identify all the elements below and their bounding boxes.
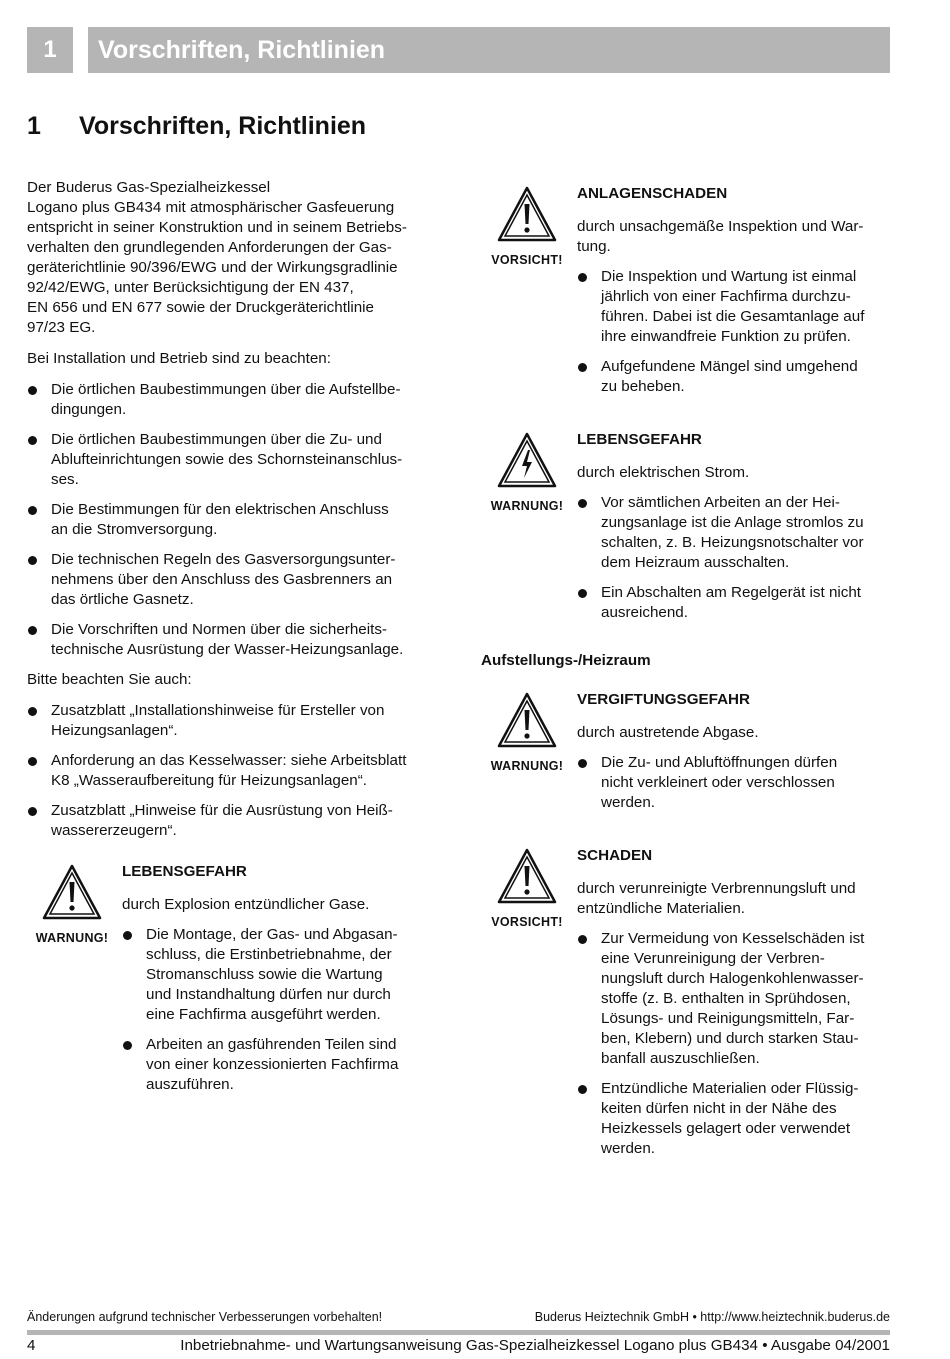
text-line: eine Verunreinigung der Verbren-	[601, 950, 825, 967]
page-number: 4	[27, 1337, 36, 1354]
chapter-number-box	[27, 27, 73, 73]
footer-company: Buderus Heiztechnik GmbH • http://www.heiztechnik.buderus.de	[534, 1310, 890, 1324]
text-line: Die Montage, der Gas- und Abgasan-	[146, 926, 398, 943]
text-line: banfall auszuschließen.	[601, 1050, 760, 1067]
bullet-item	[577, 583, 892, 623]
bullet-item	[27, 751, 457, 791]
text-line: von einer konzessionierten Fachfirma	[146, 1056, 399, 1073]
also-intro: Bitte beachten Sie auch:	[27, 671, 192, 688]
text-line: durch Explosion entzündlicher Gase.	[122, 896, 370, 913]
text-line: entspricht in seiner Konstruktion und in seinem Betriebs-	[27, 219, 407, 236]
bullet-item	[577, 267, 892, 347]
install-list	[27, 380, 457, 660]
text-line: jährlich von einer Fachfirma durchzu-	[601, 288, 851, 305]
warning-title: SCHADEN	[577, 847, 653, 864]
heading-number: 1	[27, 112, 41, 140]
text-line: nehmens über den Anschluss des Gasbrenners an	[51, 571, 393, 588]
document-title: Inbetriebnahme- und Wartungsanweisung Gas-Spezialheizkessel Logano plus GB434 • Ausgabe 04/2001	[180, 1337, 890, 1354]
text-line: zungsanlage ist die Anlage stromlos zu	[601, 514, 864, 531]
warning-list	[122, 925, 447, 1095]
text-line: Zusatzblatt „Hinweise für die Ausrüstung von Heiß-	[51, 802, 393, 819]
chapter-title-bar	[88, 27, 890, 73]
warning-list	[577, 493, 892, 623]
text-line: durch verunreinigte Verbrennungsluft und	[577, 880, 856, 897]
warning-subtitle	[577, 463, 892, 483]
bullet-item	[27, 701, 457, 741]
warning-icon-block	[482, 430, 572, 516]
warning-icon-block	[482, 690, 572, 776]
text-line: Die örtlichen Baubestimmungen über die Zu- und	[51, 431, 382, 448]
text-line: Ablufteinrichtungen sowie des Schornsteinanschlus-	[51, 451, 403, 468]
warning-title: VERGIFTUNGSGEFAHR	[577, 691, 750, 708]
text-line: durch unsachgemäße Inspektion und War-	[577, 218, 864, 235]
text-line: Die Bestimmungen für den elektrischen Anschluss	[51, 501, 389, 518]
text-line: stoffe (z. B. enthalten in Sprühdosen,	[601, 990, 851, 1007]
text-line: Die Vorschriften und Normen über die sicherheits-	[51, 621, 387, 638]
text-line: Zusatzblatt „Installationshinweise für Ersteller von	[51, 702, 385, 719]
intro-paragraph	[27, 178, 457, 338]
text-line: Stromanschluss sowie die Wartung	[146, 966, 383, 983]
bullet-item	[577, 753, 892, 813]
warning-subtitle	[122, 895, 447, 915]
left-column	[27, 178, 457, 851]
text-line: dem Heizraum ausschalten.	[601, 554, 790, 571]
text-line: schalten, z. B. Heizungsnotschalter vor	[601, 534, 864, 551]
text-line: werden.	[601, 1140, 656, 1157]
warning-list	[577, 753, 892, 813]
warning-triangle-icon	[497, 692, 557, 748]
text-line: 97/23 EG.	[27, 319, 96, 336]
text-line: und Instandhaltung dürfen nur durch	[146, 986, 391, 1003]
page-heading	[27, 112, 366, 141]
warning-icon-block	[482, 184, 572, 270]
text-line: Der Buderus Gas-Spezialheizkessel	[27, 179, 271, 196]
text-line: Arbeiten an gasführenden Teilen sind	[146, 1036, 397, 1053]
text-line: geräterichtlinie 90/396/EWG und der Wirkungsgradlinie	[27, 259, 398, 276]
text-line: Logano plus GB434 mit atmosphärischer Gasfeuerung	[27, 199, 395, 216]
text-line: Entzündliche Materialien oder Flüssig-	[601, 1080, 859, 1097]
text-line: an die Stromversorgung.	[51, 521, 218, 538]
text-line: 92/42/EWG, unter Berücksichtigung der EN 437,	[27, 279, 354, 296]
warning-triangle-icon	[42, 864, 102, 920]
text-line: Die Zu- und Abluftöffnungen dürfen	[601, 754, 838, 771]
footer-note: Änderungen aufgrund technischer Verbesserungen vorbehalten!	[27, 1310, 383, 1324]
chapter-number: 1	[43, 36, 57, 63]
text-line: Vor sämtlichen Arbeiten an der Hei-	[601, 494, 840, 511]
warning-list	[577, 929, 892, 1159]
text-line: Die technischen Regeln des Gasversorgungsunter-	[51, 551, 396, 568]
warning-subtitle	[577, 217, 892, 257]
warning-triangle-icon	[497, 186, 557, 242]
bullet-item	[27, 801, 457, 841]
warning-title: ANLAGENSCHADEN	[577, 185, 728, 202]
text-line: durch austretende Abgase.	[577, 724, 759, 741]
text-line: Heizkessels gelagert oder verwendet	[601, 1120, 851, 1137]
bullet-item	[27, 500, 457, 540]
text-line: ihre einwandfreie Funktion zu prüfen.	[601, 328, 851, 345]
bullet-item	[577, 357, 892, 397]
text-line: zu beheben.	[601, 378, 685, 395]
warning-subtitle	[577, 723, 892, 743]
warning-triangle-icon	[497, 848, 557, 904]
text-line: dingungen.	[51, 401, 127, 418]
text-line: verhalten den grundlegenden Anforderungen der Gas-	[27, 239, 392, 256]
bullet-item	[27, 620, 457, 660]
text-line: keiten dürfen nicht in der Nähe des	[601, 1100, 837, 1117]
warning-label: VORSICHT!	[491, 253, 563, 267]
text-line: Die örtlichen Baubestimmungen über die Aufstellbe-	[51, 381, 401, 398]
bullet-item	[27, 430, 457, 490]
text-line: Ein Abschalten am Regelgerät ist nicht	[601, 584, 862, 601]
warning-subtitle	[577, 879, 892, 919]
text-line: eine Fachfirma ausgeführt werden.	[146, 1006, 381, 1023]
install-intro: Bei Installation und Betrieb sind zu beachten:	[27, 350, 331, 367]
text-line: nicht verkleinert oder verschlossen	[601, 774, 835, 791]
text-line: schluss, die Erstinbetriebnahme, der	[146, 946, 392, 963]
text-line: K8 „Wasseraufbereitung für Heizungsanlagen“.	[51, 772, 368, 789]
bullet-item	[122, 925, 447, 1025]
bullet-item	[27, 550, 457, 610]
text-line: ses.	[51, 471, 79, 488]
text-line: das örtliche Gasnetz.	[51, 591, 194, 608]
text-line: Die Inspektion und Wartung ist einmal	[601, 268, 857, 285]
warning-list	[577, 267, 892, 397]
warning-icon-block	[482, 846, 572, 932]
warning-label: WARNUNG!	[490, 759, 564, 773]
warning-icon-block	[27, 862, 117, 948]
text-line: auszuführen.	[146, 1076, 234, 1093]
warning-label: WARNUNG!	[35, 931, 109, 945]
text-line: werden.	[601, 794, 656, 811]
bullet-item	[577, 1079, 892, 1159]
text-line: durch elektrischen Strom.	[577, 464, 750, 481]
text-line: ausreichend.	[601, 604, 688, 621]
warning-label: WARNUNG!	[490, 499, 564, 513]
text-line: tung.	[577, 238, 611, 255]
footer-rule	[27, 1330, 890, 1335]
text-line: wassererzeugern“.	[51, 822, 177, 839]
heading-title: Vorschriften, Richtlinien	[79, 112, 367, 140]
text-line: Anforderung an das Kesselwasser: siehe Arbeitsblatt	[51, 752, 407, 769]
bullet-item	[577, 493, 892, 573]
text-line: Aufgefundene Mängel sind umgehend	[601, 358, 858, 375]
text-line: technische Ausrüstung der Wasser-Heizungsanlage.	[51, 641, 404, 658]
electric-hazard-icon	[497, 432, 557, 488]
chapter-title: Vorschriften, Richtlinien	[98, 35, 386, 64]
also-list	[27, 701, 457, 841]
text-line: entzündliche Materialien.	[577, 900, 746, 917]
warning-title: LEBENSGEFAHR	[122, 863, 247, 880]
warning-label: VORSICHT!	[491, 915, 563, 929]
bullet-item	[27, 380, 457, 420]
warning-title: LEBENSGEFAHR	[577, 431, 702, 448]
text-line: ben, Klebern) und durch starken Stau-	[601, 1030, 859, 1047]
text-line: Zur Vermeidung von Kesselschäden ist	[601, 930, 865, 947]
text-line: Lösungs- und Reinigungsmitteln, Far-	[601, 1010, 855, 1027]
text-line: führen. Dabei ist die Gesamtanlage auf	[601, 308, 865, 325]
text-line: nungsluft durch Halogenkohlenwasser-	[601, 970, 864, 987]
bullet-item	[122, 1035, 447, 1095]
bullet-item	[577, 929, 892, 1069]
text-line: EN 656 und EN 677 sowie der Druckgeräterichtlinie	[27, 299, 374, 316]
section-subheading: Aufstellungs-/Heizraum	[481, 652, 651, 669]
text-line: Heizungsanlagen“.	[51, 722, 178, 739]
